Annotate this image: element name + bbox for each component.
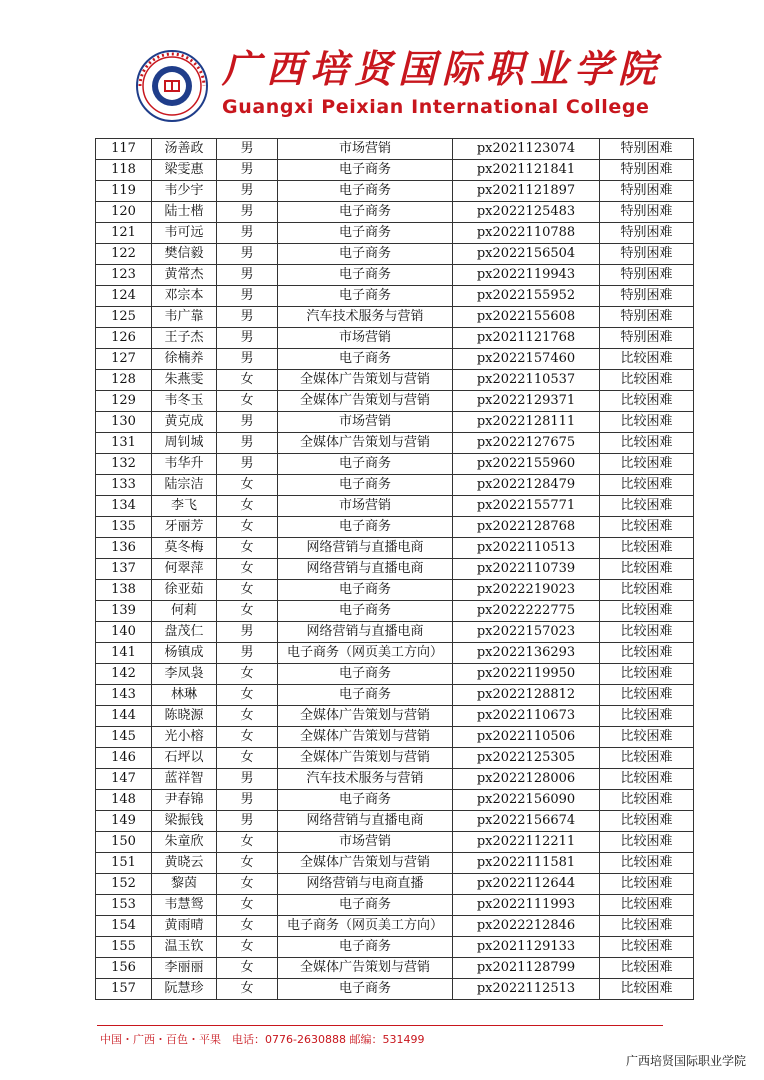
cell-status: 比较困难	[600, 475, 694, 496]
footer-divider	[97, 1025, 663, 1026]
cell-index: 138	[96, 580, 152, 601]
cell-major: 电子商务	[278, 937, 453, 958]
cell-name: 尹春锦	[152, 790, 217, 811]
cell-gender: 男	[217, 769, 278, 790]
table-row	[96, 244, 694, 265]
cell-major: 全媒体广告策划与营销	[278, 706, 453, 727]
cell-status: 比较困难	[600, 538, 694, 559]
letterhead	[0, 0, 764, 130]
cell-status: 比较困难	[600, 706, 694, 727]
cell-gender: 男	[217, 328, 278, 349]
cell-name: 李飞	[152, 496, 217, 517]
cell-index: 122	[96, 244, 152, 265]
cell-gender: 女	[217, 916, 278, 937]
cell-student-id: px2022125483	[453, 202, 600, 223]
college-name-cn: 广西培贤国际职业学院	[222, 46, 663, 91]
cell-name: 韦冬玉	[152, 391, 217, 412]
cell-name: 樊信毅	[152, 244, 217, 265]
cell-status: 比较困难	[600, 349, 694, 370]
cell-status: 比较困难	[600, 748, 694, 769]
cell-major: 市场营销	[278, 412, 453, 433]
cell-index: 123	[96, 265, 152, 286]
college-seal-logo	[136, 50, 208, 122]
cell-index: 117	[96, 139, 152, 160]
table-row	[96, 391, 694, 412]
cell-name: 韦慧鸳	[152, 895, 217, 916]
table-row	[96, 286, 694, 307]
cell-index: 140	[96, 622, 152, 643]
cell-name: 温玉钦	[152, 937, 217, 958]
table-row	[96, 139, 694, 160]
cell-gender: 女	[217, 979, 278, 1000]
cell-name: 林琳	[152, 685, 217, 706]
cell-major: 汽车技术服务与营销	[278, 769, 453, 790]
cell-major: 电子商务	[278, 223, 453, 244]
cell-status: 特别困难	[600, 139, 694, 160]
cell-student-id: px2022110739	[453, 559, 600, 580]
cell-student-id: px2021129133	[453, 937, 600, 958]
cell-major: 电子商务（网页美工方向）	[278, 916, 453, 937]
cell-status: 比较困难	[600, 916, 694, 937]
table-row	[96, 685, 694, 706]
cell-gender: 男	[217, 286, 278, 307]
cell-gender: 女	[217, 559, 278, 580]
cell-index: 152	[96, 874, 152, 895]
cell-name: 盘茂仁	[152, 622, 217, 643]
cell-student-id: px2022110537	[453, 370, 600, 391]
cell-gender: 女	[217, 538, 278, 559]
cell-gender: 女	[217, 958, 278, 979]
cell-student-id: px2022155952	[453, 286, 600, 307]
table-row	[96, 811, 694, 832]
cell-student-id: px2022112644	[453, 874, 600, 895]
cell-student-id: px2022128111	[453, 412, 600, 433]
table-row	[96, 223, 694, 244]
cell-gender: 女	[217, 748, 278, 769]
cell-name: 韦华升	[152, 454, 217, 475]
cell-name: 韦可远	[152, 223, 217, 244]
cell-gender: 女	[217, 391, 278, 412]
table-row	[96, 265, 694, 286]
cell-name: 徐楠养	[152, 349, 217, 370]
cell-status: 比较困难	[600, 412, 694, 433]
cell-index: 146	[96, 748, 152, 769]
cell-status: 特别困难	[600, 307, 694, 328]
cell-index: 136	[96, 538, 152, 559]
cell-major: 全媒体广告策划与营销	[278, 370, 453, 391]
cell-major: 全媒体广告策划与营销	[278, 748, 453, 769]
cell-gender: 男	[217, 202, 278, 223]
cell-student-id: px2022155771	[453, 496, 600, 517]
cell-major: 电子商务	[278, 286, 453, 307]
cell-index: 129	[96, 391, 152, 412]
table-row	[96, 559, 694, 580]
cell-index: 145	[96, 727, 152, 748]
cell-status: 比较困难	[600, 559, 694, 580]
cell-gender: 女	[217, 685, 278, 706]
cell-status: 比较困难	[600, 958, 694, 979]
cell-student-id: px2022212846	[453, 916, 600, 937]
cell-index: 133	[96, 475, 152, 496]
cell-index: 130	[96, 412, 152, 433]
table-row	[96, 496, 694, 517]
cell-gender: 女	[217, 475, 278, 496]
cell-major: 全媒体广告策划与营销	[278, 727, 453, 748]
cell-name: 陈晓源	[152, 706, 217, 727]
table-row	[96, 706, 694, 727]
cell-status: 比较困难	[600, 832, 694, 853]
cell-student-id: px2022222775	[453, 601, 600, 622]
cell-student-id: px2021128799	[453, 958, 600, 979]
table-row	[96, 412, 694, 433]
page-footer: 广西培贤国际职业学院	[625, 1054, 746, 1068]
cell-student-id: px2022125305	[453, 748, 600, 769]
cell-status: 比较困难	[600, 811, 694, 832]
table-row	[96, 853, 694, 874]
cell-index: 120	[96, 202, 152, 223]
table-row	[96, 517, 694, 538]
cell-gender: 男	[217, 622, 278, 643]
cell-student-id: px2022157460	[453, 349, 600, 370]
cell-index: 119	[96, 181, 152, 202]
cell-name: 牙丽芳	[152, 517, 217, 538]
cell-student-id: px2022155960	[453, 454, 600, 475]
cell-gender: 男	[217, 223, 278, 244]
cell-gender: 男	[217, 349, 278, 370]
cell-student-id: px2022219023	[453, 580, 600, 601]
cell-name: 李凤袅	[152, 664, 217, 685]
table-row	[96, 538, 694, 559]
cell-major: 电子商务（网页美工方向）	[278, 643, 453, 664]
cell-major: 全媒体广告策划与营销	[278, 433, 453, 454]
cell-major: 电子商务	[278, 979, 453, 1000]
table-row	[96, 475, 694, 496]
cell-index: 127	[96, 349, 152, 370]
cell-gender: 女	[217, 706, 278, 727]
cell-gender: 女	[217, 874, 278, 895]
cell-name: 王子杰	[152, 328, 217, 349]
cell-status: 比较困难	[600, 769, 694, 790]
cell-name: 黎茵	[152, 874, 217, 895]
cell-student-id: px2022128006	[453, 769, 600, 790]
cell-name: 韦广靠	[152, 307, 217, 328]
cell-name: 黄克成	[152, 412, 217, 433]
cell-student-id: px2022110788	[453, 223, 600, 244]
cell-index: 151	[96, 853, 152, 874]
cell-index: 153	[96, 895, 152, 916]
cell-major: 市场营销	[278, 496, 453, 517]
cell-status: 比较困难	[600, 643, 694, 664]
cell-name: 邓宗本	[152, 286, 217, 307]
cell-gender: 男	[217, 811, 278, 832]
cell-student-id: px2022112513	[453, 979, 600, 1000]
cell-name: 朱童欣	[152, 832, 217, 853]
cell-name: 陆士楷	[152, 202, 217, 223]
table-row	[96, 748, 694, 769]
cell-status: 比较困难	[600, 496, 694, 517]
cell-major: 电子商务	[278, 664, 453, 685]
cell-index: 154	[96, 916, 152, 937]
cell-status: 比较困难	[600, 685, 694, 706]
cell-status: 比较困难	[600, 517, 694, 538]
cell-major: 电子商务	[278, 244, 453, 265]
cell-gender: 女	[217, 895, 278, 916]
table-row	[96, 349, 694, 370]
cell-major: 电子商务	[278, 202, 453, 223]
cell-status: 比较困难	[600, 454, 694, 475]
cell-index: 149	[96, 811, 152, 832]
table-row	[96, 622, 694, 643]
table-row	[96, 160, 694, 181]
cell-index: 124	[96, 286, 152, 307]
cell-major: 电子商务	[278, 895, 453, 916]
cell-student-id: px2022157023	[453, 622, 600, 643]
table-row	[96, 433, 694, 454]
table-row	[96, 916, 694, 937]
cell-status: 比较困难	[600, 433, 694, 454]
table-row	[96, 454, 694, 475]
cell-student-id: px2021121841	[453, 160, 600, 181]
cell-gender: 女	[217, 517, 278, 538]
cell-status: 比较困难	[600, 727, 694, 748]
cell-gender: 女	[217, 832, 278, 853]
footer-contact: 中国・广西・百色・平果 电话：0776-2630888 邮编：531499	[100, 1033, 425, 1046]
cell-major: 全媒体广告策划与营销	[278, 853, 453, 874]
cell-status: 比较困难	[600, 979, 694, 1000]
table-row	[96, 769, 694, 790]
cell-gender: 女	[217, 937, 278, 958]
cell-major: 电子商务	[278, 790, 453, 811]
cell-gender: 男	[217, 433, 278, 454]
cell-index: 147	[96, 769, 152, 790]
cell-status: 特别困难	[600, 286, 694, 307]
cell-major: 电子商务	[278, 181, 453, 202]
cell-status: 比较困难	[600, 790, 694, 811]
table-row	[96, 874, 694, 895]
cell-gender: 男	[217, 244, 278, 265]
cell-index: 148	[96, 790, 152, 811]
cell-gender: 女	[217, 601, 278, 622]
cell-status: 特别困难	[600, 160, 694, 181]
cell-student-id: px2021123074	[453, 139, 600, 160]
cell-status: 比较困难	[600, 622, 694, 643]
table-row	[96, 937, 694, 958]
cell-gender: 男	[217, 181, 278, 202]
cell-index: 141	[96, 643, 152, 664]
table-row	[96, 895, 694, 916]
cell-status: 比较困难	[600, 601, 694, 622]
cell-name: 徐亚茹	[152, 580, 217, 601]
cell-status: 特别困难	[600, 181, 694, 202]
cell-student-id: px2022136293	[453, 643, 600, 664]
cell-student-id: px2022155608	[453, 307, 600, 328]
cell-index: 128	[96, 370, 152, 391]
cell-name: 周钊城	[152, 433, 217, 454]
cell-student-id: px2022156090	[453, 790, 600, 811]
cell-index: 150	[96, 832, 152, 853]
cell-status: 特别困难	[600, 265, 694, 286]
table-row	[96, 979, 694, 1000]
cell-gender: 男	[217, 454, 278, 475]
cell-major: 网络营销与直播电商	[278, 622, 453, 643]
cell-student-id: px2022129371	[453, 391, 600, 412]
cell-major: 电子商务	[278, 265, 453, 286]
cell-student-id: px2022111993	[453, 895, 600, 916]
cell-name: 梁雯惠	[152, 160, 217, 181]
table-row	[96, 370, 694, 391]
cell-student-id: px2022110506	[453, 727, 600, 748]
cell-name: 李丽丽	[152, 958, 217, 979]
cell-index: 131	[96, 433, 152, 454]
table-row	[96, 181, 694, 202]
cell-major: 电子商务	[278, 454, 453, 475]
cell-major: 电子商务	[278, 517, 453, 538]
cell-major: 电子商务	[278, 601, 453, 622]
table-row	[96, 643, 694, 664]
cell-status: 比较困难	[600, 937, 694, 958]
table-row	[96, 832, 694, 853]
table-row	[96, 664, 694, 685]
cell-status: 特别困难	[600, 328, 694, 349]
cell-student-id: px2022128479	[453, 475, 600, 496]
cell-gender: 男	[217, 643, 278, 664]
cell-major: 网络营销与直播电商	[278, 811, 453, 832]
cell-student-id: px2022127675	[453, 433, 600, 454]
cell-name: 梁振钱	[152, 811, 217, 832]
cell-status: 比较困难	[600, 853, 694, 874]
cell-name: 蓝祥智	[152, 769, 217, 790]
cell-major: 全媒体广告策划与营销	[278, 958, 453, 979]
cell-student-id: px2022128812	[453, 685, 600, 706]
table-row	[96, 790, 694, 811]
cell-name: 阮慧珍	[152, 979, 217, 1000]
cell-index: 155	[96, 937, 152, 958]
table-row	[96, 958, 694, 979]
cell-status: 特别困难	[600, 202, 694, 223]
student-table	[95, 138, 694, 1000]
cell-gender: 女	[217, 853, 278, 874]
cell-status: 比较困难	[600, 580, 694, 601]
cell-status: 比较困难	[600, 391, 694, 412]
cell-name: 陆宗洁	[152, 475, 217, 496]
cell-name: 光小榕	[152, 727, 217, 748]
cell-major: 电子商务	[278, 475, 453, 496]
cell-status: 特别困难	[600, 244, 694, 265]
cell-student-id: px2022111581	[453, 853, 600, 874]
cell-index: 137	[96, 559, 152, 580]
cell-status: 比较困难	[600, 664, 694, 685]
cell-gender: 男	[217, 412, 278, 433]
cell-gender: 男	[217, 139, 278, 160]
cell-index: 139	[96, 601, 152, 622]
cell-status: 比较困难	[600, 874, 694, 895]
cell-name: 黄雨晴	[152, 916, 217, 937]
cell-name: 韦少宇	[152, 181, 217, 202]
college-name-en: Guangxi Peixian International College	[222, 96, 650, 118]
cell-student-id: px2022112211	[453, 832, 600, 853]
cell-major: 电子商务	[278, 580, 453, 601]
cell-index: 118	[96, 160, 152, 181]
cell-major: 电子商务	[278, 349, 453, 370]
cell-gender: 女	[217, 496, 278, 517]
cell-name: 莫冬梅	[152, 538, 217, 559]
cell-index: 126	[96, 328, 152, 349]
cell-gender: 男	[217, 265, 278, 286]
cell-major: 网络营销与电商直播	[278, 874, 453, 895]
cell-major: 电子商务	[278, 685, 453, 706]
cell-name: 黄晓云	[152, 853, 217, 874]
cell-index: 135	[96, 517, 152, 538]
cell-index: 121	[96, 223, 152, 244]
cell-gender: 女	[217, 727, 278, 748]
cell-student-id: px2021121897	[453, 181, 600, 202]
cell-index: 143	[96, 685, 152, 706]
cell-status: 比较困难	[600, 370, 694, 391]
cell-student-id: px2022110513	[453, 538, 600, 559]
cell-student-id: px2021121768	[453, 328, 600, 349]
table-row	[96, 580, 694, 601]
cell-gender: 女	[217, 664, 278, 685]
cell-name: 何翠萍	[152, 559, 217, 580]
cell-gender: 男	[217, 160, 278, 181]
cell-index: 134	[96, 496, 152, 517]
cell-name: 黄常杰	[152, 265, 217, 286]
cell-student-id: px2022156674	[453, 811, 600, 832]
cell-gender: 男	[217, 790, 278, 811]
cell-name: 石坪以	[152, 748, 217, 769]
cell-major: 市场营销	[278, 328, 453, 349]
cell-major: 网络营销与直播电商	[278, 559, 453, 580]
cell-name: 杨镇成	[152, 643, 217, 664]
cell-major: 市场营销	[278, 139, 453, 160]
cell-student-id: px2022119950	[453, 664, 600, 685]
cell-status: 比较困难	[600, 895, 694, 916]
cell-index: 144	[96, 706, 152, 727]
cell-major: 网络营销与直播电商	[278, 538, 453, 559]
cell-index: 125	[96, 307, 152, 328]
table-row	[96, 328, 694, 349]
cell-student-id: px2022110673	[453, 706, 600, 727]
table-row	[96, 202, 694, 223]
cell-name: 何莉	[152, 601, 217, 622]
table-row	[96, 307, 694, 328]
cell-student-id: px2022119943	[453, 265, 600, 286]
cell-gender: 女	[217, 370, 278, 391]
cell-major: 电子商务	[278, 160, 453, 181]
table-row	[96, 601, 694, 622]
cell-index: 156	[96, 958, 152, 979]
cell-index: 142	[96, 664, 152, 685]
cell-status: 特别困难	[600, 223, 694, 244]
cell-major: 市场营销	[278, 832, 453, 853]
table-row	[96, 727, 694, 748]
cell-gender: 男	[217, 307, 278, 328]
cell-name: 朱燕雯	[152, 370, 217, 391]
cell-student-id: px2022156504	[453, 244, 600, 265]
cell-index: 132	[96, 454, 152, 475]
cell-gender: 女	[217, 580, 278, 601]
cell-major: 汽车技术服务与营销	[278, 307, 453, 328]
cell-index: 157	[96, 979, 152, 1000]
cell-major: 全媒体广告策划与营销	[278, 391, 453, 412]
cell-name: 汤善政	[152, 139, 217, 160]
cell-student-id: px2022128768	[453, 517, 600, 538]
